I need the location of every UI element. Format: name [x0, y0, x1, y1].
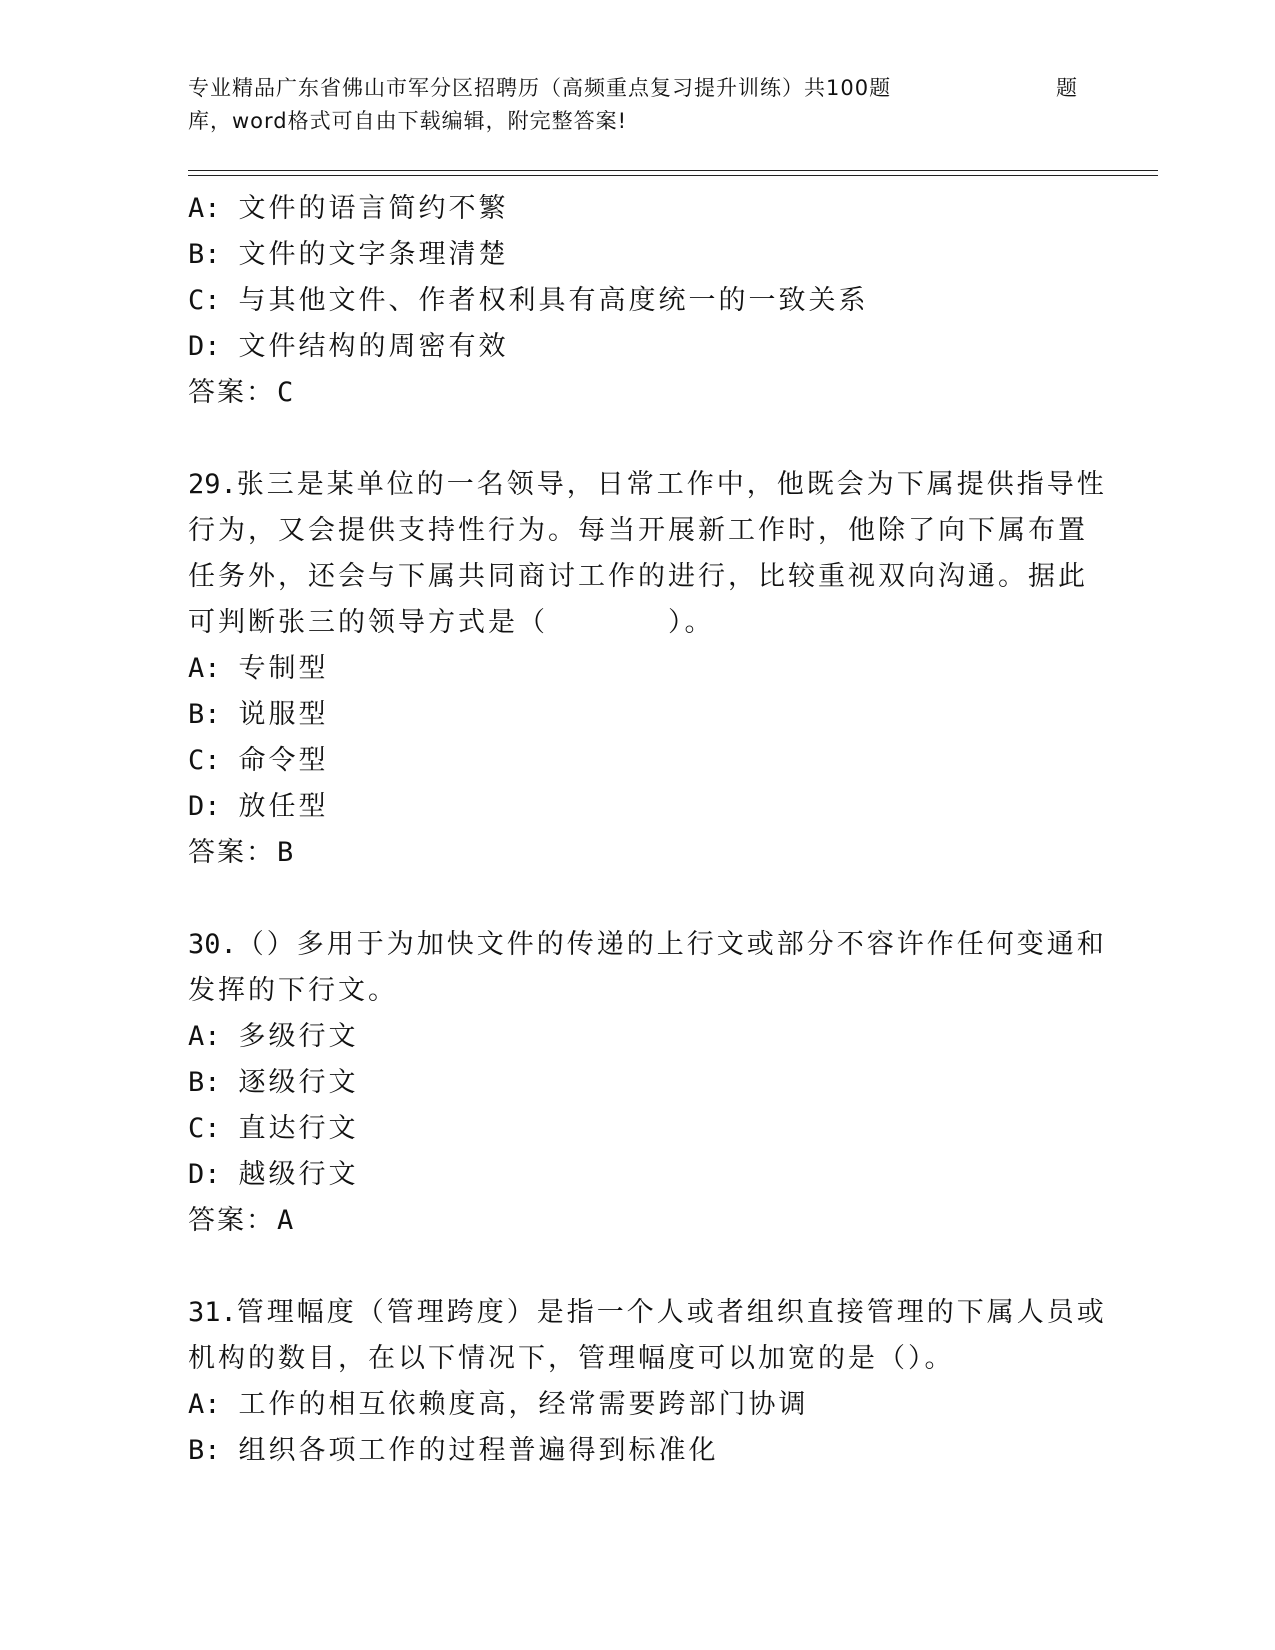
spacer	[188, 876, 1088, 922]
answer-line	[188, 830, 1088, 876]
question-line: 行为，又会提供支持性行为。每当开展新工作时，他除了向下属布置	[188, 515, 1088, 546]
option-row	[188, 784, 1088, 830]
option-letter: B:	[188, 239, 221, 270]
option-row	[188, 738, 1088, 784]
option-row	[188, 646, 1088, 692]
answer-value: C	[277, 377, 294, 408]
option-letter: A:	[188, 1021, 221, 1052]
option-letter: D:	[188, 331, 221, 362]
option-text: 文件的文字条理清楚	[238, 239, 509, 270]
option-text: 专制型	[238, 653, 329, 684]
option-text: 逐级行文	[238, 1067, 359, 1098]
answer-line	[188, 1198, 1088, 1244]
answer-line	[188, 370, 1088, 416]
option-row	[188, 278, 1088, 324]
header-title-tail: 题	[1056, 76, 1078, 100]
option-text: 越级行文	[238, 1159, 359, 1190]
option-letter: A:	[188, 1389, 221, 1420]
question-text: ）。	[668, 607, 715, 638]
option-letter: B:	[188, 1435, 221, 1466]
header-title-text: 专业精品广东省佛山市军分区招聘历（高频重点复习提升训练）共100题	[188, 76, 892, 100]
answer-label: 答案：	[188, 377, 275, 408]
question-line	[188, 462, 1107, 508]
question-text: 可判断张三的领导方式是（	[188, 607, 548, 638]
option-text: 命令型	[238, 745, 329, 776]
question-content	[188, 186, 1107, 1474]
question-line	[188, 1290, 1107, 1336]
option-letter: A:	[188, 193, 221, 224]
option-letter: B:	[188, 1067, 221, 1098]
option-letter: D:	[188, 791, 221, 822]
option-row	[188, 1382, 1088, 1428]
option-row	[188, 1060, 1088, 1106]
option-row	[188, 324, 1088, 370]
option-text: 放任型	[238, 791, 329, 822]
document-header	[188, 72, 1088, 138]
question-text: 管理幅度（管理跨度）是指一个人或者组织直接管理的下属人员或	[236, 1297, 1107, 1328]
option-row	[188, 1428, 1088, 1474]
spacer	[188, 1244, 1088, 1290]
header-line-1	[188, 72, 1088, 105]
option-row	[188, 1152, 1088, 1198]
header-rule-bottom	[188, 175, 1158, 176]
answer-value: B	[277, 837, 294, 868]
option-letter: D:	[188, 1159, 221, 1190]
option-letter: A:	[188, 653, 221, 684]
question-number: 31.	[188, 1297, 237, 1328]
question-line: 机构的数目，在以下情况下，管理幅度可以加宽的是（）。	[188, 1343, 955, 1374]
question-line: 任务外，还会与下属共同商讨工作的进行，比较重视双向沟通。据此	[188, 561, 1088, 592]
question-text: （）多用于为加快文件的传递的上行文或部分不容许作任何变通和	[236, 929, 1107, 960]
option-row	[188, 1106, 1088, 1152]
question-number: 30.	[188, 929, 237, 960]
option-text: 与其他文件、作者权利具有高度统一的一致关系	[238, 285, 869, 316]
option-row	[188, 692, 1088, 738]
header-rule-top	[188, 170, 1158, 171]
question-line	[188, 600, 1088, 646]
question-number: 29.	[188, 469, 237, 500]
option-text: 说服型	[238, 699, 329, 730]
question-line	[188, 922, 1107, 968]
option-text: 文件结构的周密有效	[238, 331, 509, 362]
answer-label: 答案：	[188, 837, 275, 868]
question-line: 发挥的下行文。	[188, 975, 398, 1006]
option-letter: C:	[188, 1113, 221, 1144]
header-line-2: 库，word格式可自由下载编辑，附完整答案!	[188, 109, 628, 133]
answer-value: A	[277, 1205, 294, 1236]
option-row	[188, 186, 1088, 232]
option-text: 多级行文	[238, 1021, 359, 1052]
option-text: 文件的语言简约不繁	[238, 193, 509, 224]
option-row	[188, 1014, 1088, 1060]
option-letter: C:	[188, 745, 221, 776]
option-row	[188, 232, 1088, 278]
option-letter: C:	[188, 285, 221, 316]
option-text: 组织各项工作的过程普遍得到标准化	[238, 1435, 719, 1466]
spacer	[188, 416, 1088, 462]
option-text: 直达行文	[238, 1113, 359, 1144]
option-text: 工作的相互依赖度高，经常需要跨部门协调	[238, 1389, 809, 1420]
option-letter: B:	[188, 699, 221, 730]
question-text: 张三是某单位的一名领导，日常工作中，他既会为下属提供指导性	[236, 469, 1107, 500]
answer-label: 答案：	[188, 1205, 275, 1236]
